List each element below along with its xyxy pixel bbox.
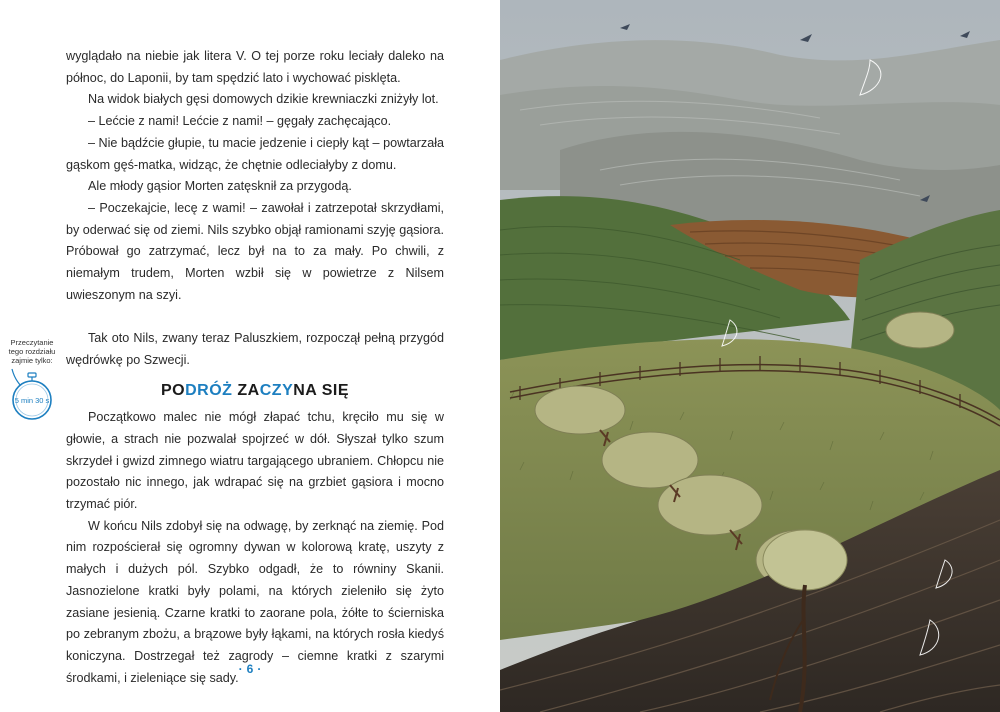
paragraph-8: Początkowo malec nie mógł złapać tchu, kręciło mu się w głowie, a strach nie pozwalał spojrzeć w dół. Słyszał tylko szum skrzydeł i gwizd zimnego wiatru targającego ubraniem. Chłopcu nie pozostało nic innego, jak wdrapać się na grzbiet gąsiora i mocno trzymać piór. — [66, 410, 444, 512]
illustration-page — [500, 0, 1000, 712]
paragraph-5: Ale młody gąsior Morten zatęsknił za przygodą. — [88, 179, 352, 194]
paragraph-4: – Nie bądźcie głupie, tu macie jedzenie i ciepły kąt – powtarzała gąskom gęś-matka, widząc, że chętnie odleciałyby z domu. — [66, 135, 444, 172]
paragraph-6: – Poczekajcie, lecę z wami! – zawołał i zatrzepotał skrzydłami, by oderwać się od ziemi. Nils szybko objął ramionami szyję gąsiora. Próbował go zatrzymać, lecz był na to za mały. Po chwili, z niemałym trudem, Morten wzbił się w powietrze z Nilsem uwieszonym na szyi. — [66, 200, 444, 302]
story-text — [66, 46, 444, 689]
reading-time-value: 5 min 30 s — [14, 396, 50, 405]
reading-time-label: Przeczytanie tego rozdziału zajmie tylko: — [8, 338, 56, 365]
reading-time-badge — [4, 338, 60, 421]
paragraph-1: wyglądało na niebie jak litera V. O tej porze roku leciały daleko na północ, do Laponii, by tam spędzić lato i wychować pisklęta. — [66, 49, 444, 85]
paragraph-2: Na widok białych gęsi domowych dzikie krewniaczki zniżyły lot. — [88, 92, 439, 107]
paragraph-7: Tak oto Nils, zwany teraz Paluszkiem, rozpoczął pełną przygód wędrówkę po Szwecji. — [66, 331, 444, 367]
chapter-heading: PODRÓŻ ZACZYNA SIĘ — [161, 381, 349, 399]
paragraph-3: – Lećcie z nami! Lećcie z nami! – gęgały zachęcająco. — [88, 114, 392, 129]
page-number: · 6 · — [238, 662, 262, 676]
landscape-illustration — [500, 0, 1000, 712]
paragraph-9: W końcu Nils zdobył się na odwagę, by zerknąć na ziemię. Pod nim rozpościerał się ogromny dywan w kolorową kratę, uszyty z małych i dużych pól. Szybko odgadł, że to równiny Skanii. Jasnozielone kratki były polami, na których zieleniło się żyto zasiane jesienią. Czarne kratki to zaorane pola, żółte to ścierniska po zebranym zbożu, a brązowe były łąkami, na których rosła kiedyś koniczyna. Dostrzegał też zagrody – ciemne kratki z szarymi środkami, i zieleniące się sady. — [66, 518, 444, 685]
stopwatch-icon — [8, 367, 56, 421]
